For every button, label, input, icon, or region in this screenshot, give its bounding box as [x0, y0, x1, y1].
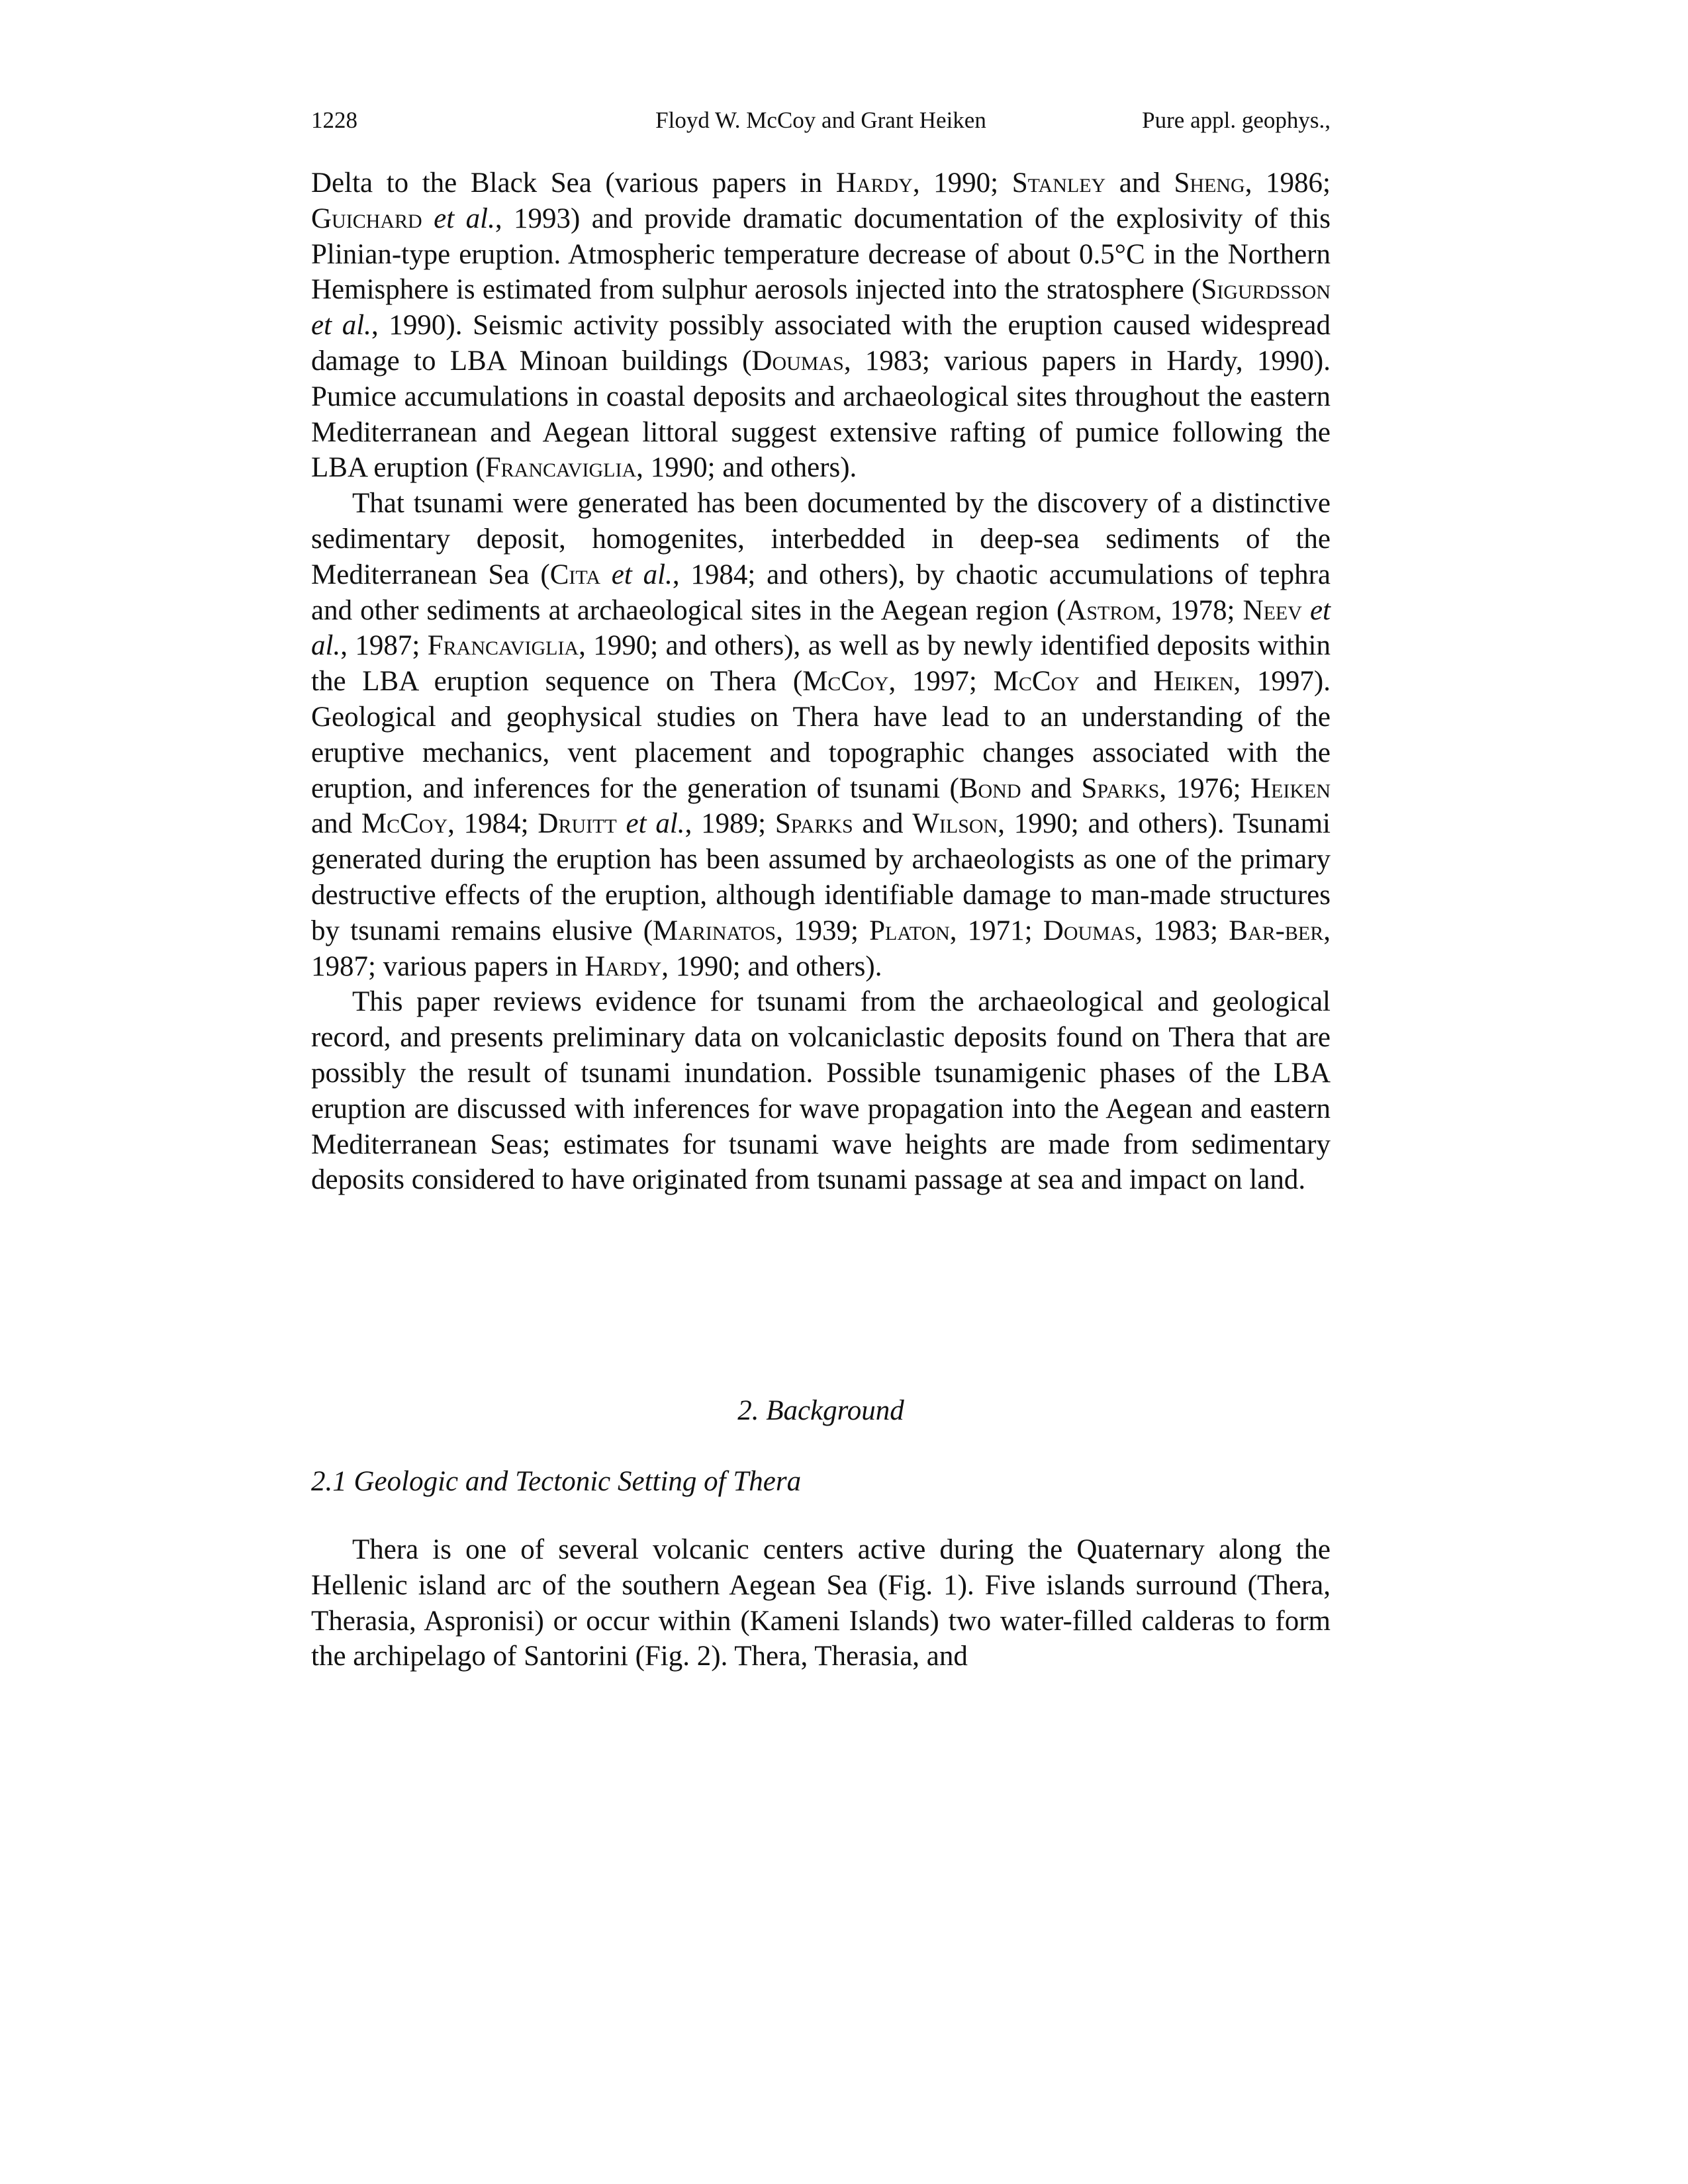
- paragraph-1: Delta to the Black Sea (various papers in Hardy, 1990; Stanley and Sheng, 1986; Guichard et al., 1993) and provide dramatic documentation of the explosivity of this Plinian-type eruption. Atmospheric temperature decrease of about 0.5°C in the Northern Hemisphere is estimated from sulphur aerosols injected into the stratosphere (Sigurdsson et al., 1990). Seismic activity possibly associated with the eruption caused widespread damage to LBA Minoan buildings (Doumas, 1983; various papers in Hardy, 1990). Pumice accumulations in coastal deposits and archaeological sites throughout the eastern Mediterranean and Aegean littoral suggest extensive rafting of pumice following the LBA eruption (Francaviglia, 1990; and others).: [311, 167, 1331, 484]
- running-header: [311, 106, 1331, 135]
- running-header-authors: Floyd W. McCoy and Grant Heiken: [655, 107, 986, 133]
- paragraph-2: That tsunami were generated has been documented by the discovery of a distinctive sedimentary deposit, homogenites, interbedded in deep-sea sediments of the Mediterranean Sea (Cita et al., 1984; and others), by chaotic accumulations of tephra and other sediments at archaeological sites in the Aegean region (Astrom, 1978; Neev et al., 1987; Francaviglia, 1990; and others), as well as by newly identified deposits within the LBA eruption sequence on Thera (McCoy, 1997; McCoy and Heiken, 1997). Geological and geophysical studies on Thera have lead to an understanding of the eruptive mechanics, vent placement and topographic changes associated with the eruption, and inferences for the generation of tsunami (Bond and Sparks, 1976; Heiken and McCoy, 1984; Druitt et al., 1989; Sparks and Wilson, 1990; and others). Tsunami generated during the eruption has been assumed by archaeologists as one of the primary destructive effects of the eruption, although identifiable damage to man-made structures by tsunami remains elusive (Marinatos, 1939; Platon, 1971; Doumas, 1983; Bar-ber, 1987; various papers in Hardy, 1990; and others).: [311, 488, 1331, 982]
- page-number: 1228: [311, 107, 357, 133]
- paragraph-4: Thera is one of several volcanic centers active during the Quaternary along the Hellenic island arc of the southern Aegean Sea (Fig. 1). Five islands surround (Thera, Therasia, Aspronisi) or occur within (Kameni Islands) two water-filled calderas to form the archipelago of Santorini (Fig. 2). Thera, Therasia, and: [311, 1534, 1331, 1672]
- paragraph-3: This paper reviews evidence for tsunami from the archaeological and geological record, and presents preliminary data on volcaniclastic deposits found on Thera that are possibly the result of tsunami inundation. Possible tsunamigenic phases of the LBA eruption are discussed with inferences for wave propagation into the Aegean and eastern Mediterranean Seas; estimates for tsunami wave heights are made from sedimentary deposits considered to have originated from tsunami passage at sea and impact on land.: [311, 986, 1331, 1196]
- section-heading: 2. Background: [737, 1395, 904, 1426]
- subsection-heading: 2.1 Geologic and Tectonic Setting of Thera: [311, 1466, 802, 1497]
- body-text-block-top: [311, 165, 1331, 1198]
- body-text-block-bottom: [311, 1532, 1331, 1674]
- running-header-journal: Pure appl. geophys.,: [1142, 107, 1331, 133]
